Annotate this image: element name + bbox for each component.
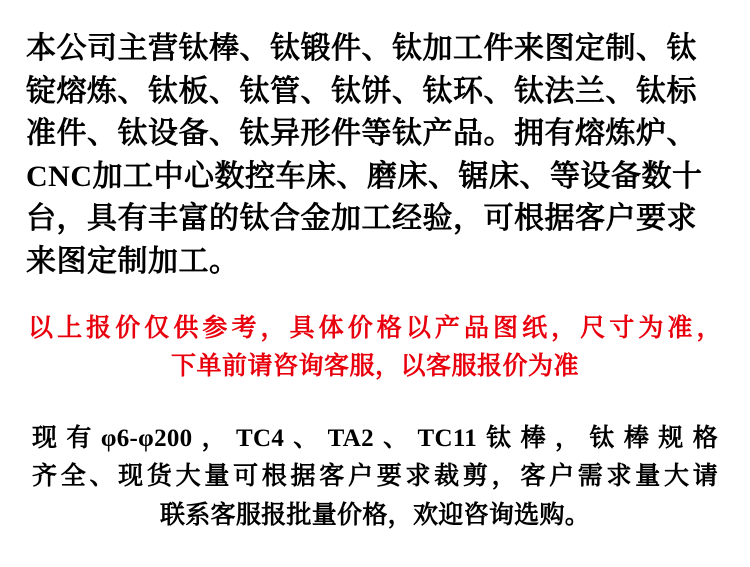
stock-info-block [26,420,724,536]
stock-info-line-3: 联系客服报批量价格，欢迎咨询选购。 [159,502,591,530]
stock-info-line-1: 现有φ6-φ200，TC4、TA2、TC11钛棒，钛棒规格 [32,424,718,452]
pricing-notice-block [26,310,724,386]
stock-info-line-2: 齐全、现货大量可根据客户要求裁剪，客户需求量大请 [32,463,718,491]
pricing-notice-line-1: 以上报价仅供参考，具体价格以产品图纸，尺寸为准， [28,314,722,342]
company-intro-paragraph: 本公司主营钛棒、钛锻件、钛加工件来图定制、钛锭熔炼、钛板、钛管、钛饼、钛环、钛法兰、钛标准件、钛设备、钛异形件等钛产品。拥有熔炼炉、CNC加工中心数控车床、磨床、锯床、等设备数十台，具有丰富的钛合金加工经验，可根据客户要求来图定制加工。 [26,32,703,278]
pricing-notice-line-2: 下单前请咨询客服，以客服报价为准 [170,352,579,380]
